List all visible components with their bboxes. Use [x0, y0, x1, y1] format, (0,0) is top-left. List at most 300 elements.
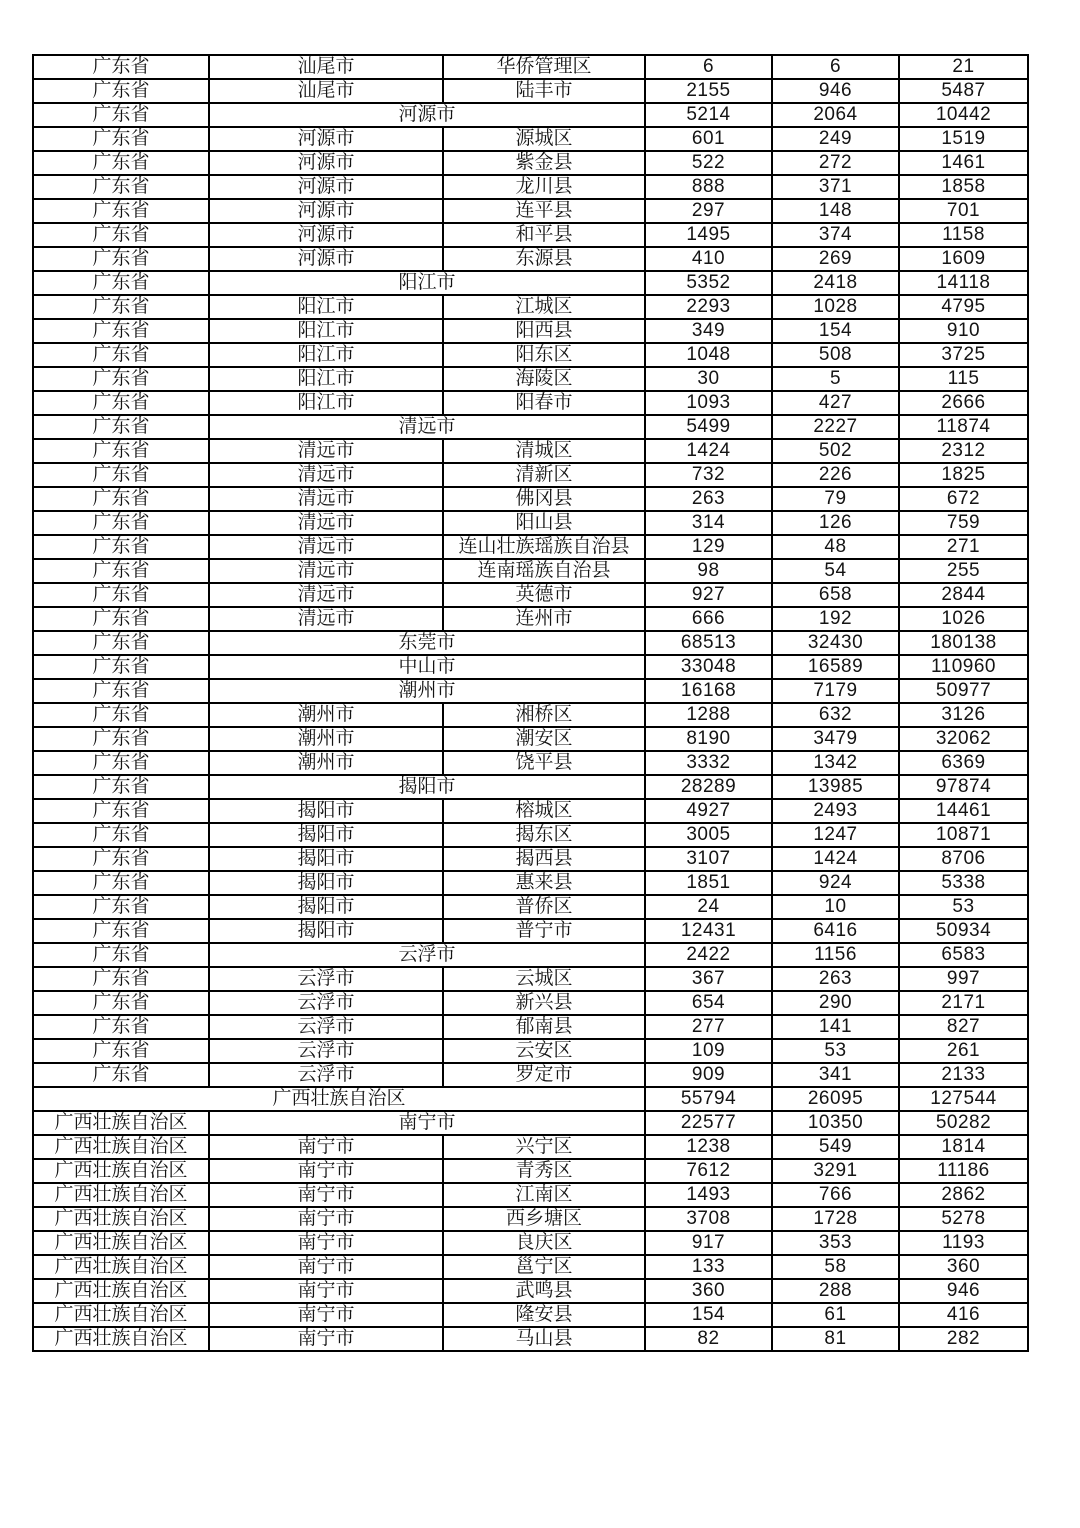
value-cell: 282	[899, 1327, 1028, 1351]
province-cell: 广东省	[33, 799, 209, 823]
district-cell: 清新区	[443, 463, 645, 487]
value-cell: 666	[645, 607, 772, 631]
city-cell: 潮州市	[209, 703, 443, 727]
value-cell: 909	[645, 1063, 772, 1087]
province-cell: 广东省	[33, 271, 209, 295]
value-cell: 32430	[772, 631, 899, 655]
city-cell: 南宁市	[209, 1231, 443, 1255]
city-cell: 南宁市	[209, 1207, 443, 1231]
value-cell: 341	[772, 1063, 899, 1087]
city-cell: 河源市	[209, 247, 443, 271]
table-row	[33, 127, 1028, 151]
value-cell: 701	[899, 199, 1028, 223]
table-row	[33, 943, 1028, 967]
province-cell: 广东省	[33, 775, 209, 799]
value-cell: 28289	[645, 775, 772, 799]
city-cell: 潮州市	[209, 751, 443, 775]
value-cell: 888	[645, 175, 772, 199]
value-cell: 2862	[899, 1183, 1028, 1207]
value-cell: 127544	[899, 1087, 1028, 1111]
table-row	[33, 415, 1028, 439]
value-cell: 3332	[645, 751, 772, 775]
city-cell: 揭阳市	[209, 847, 443, 871]
value-cell: 33048	[645, 655, 772, 679]
table-row	[33, 1303, 1028, 1327]
province-cell: 广西壮族自治区	[33, 1159, 209, 1183]
value-cell: 1858	[899, 175, 1028, 199]
city-cell: 阳江市	[209, 295, 443, 319]
district-cell: 湘桥区	[443, 703, 645, 727]
value-cell: 297	[645, 199, 772, 223]
value-cell: 2418	[772, 271, 899, 295]
value-cell: 12431	[645, 919, 772, 943]
value-cell: 2844	[899, 583, 1028, 607]
district-cell: 阳山县	[443, 511, 645, 535]
table-row	[33, 103, 1028, 127]
table-row	[33, 631, 1028, 655]
city-cell: 阳江市	[209, 391, 443, 415]
table-row	[33, 1327, 1028, 1351]
value-cell: 6369	[899, 751, 1028, 775]
city-cell: 揭阳市	[209, 871, 443, 895]
province-cell: 广东省	[33, 343, 209, 367]
value-cell: 5214	[645, 103, 772, 127]
value-cell: 154	[645, 1303, 772, 1327]
value-cell: 11874	[899, 415, 1028, 439]
value-cell: 1851	[645, 871, 772, 895]
value-cell: 16168	[645, 679, 772, 703]
province-cell: 广东省	[33, 751, 209, 775]
district-cell: 罗定市	[443, 1063, 645, 1087]
city-cell: 南宁市	[209, 1279, 443, 1303]
value-cell: 1158	[899, 223, 1028, 247]
province-cell: 广东省	[33, 559, 209, 583]
table-row	[33, 679, 1028, 703]
value-cell: 917	[645, 1231, 772, 1255]
value-cell: 2422	[645, 943, 772, 967]
value-cell: 97874	[899, 775, 1028, 799]
table-row	[33, 703, 1028, 727]
city-cell: 清远市	[209, 487, 443, 511]
city-summary-cell: 东莞市	[209, 631, 645, 655]
district-cell: 连州市	[443, 607, 645, 631]
table-row	[33, 1207, 1028, 1231]
value-cell: 5352	[645, 271, 772, 295]
value-cell: 13985	[772, 775, 899, 799]
value-cell: 98	[645, 559, 772, 583]
value-cell: 48	[772, 535, 899, 559]
value-cell: 1028	[772, 295, 899, 319]
value-cell: 1495	[645, 223, 772, 247]
table-row	[33, 271, 1028, 295]
value-cell: 263	[645, 487, 772, 511]
value-cell: 271	[899, 535, 1028, 559]
district-cell: 兴宁区	[443, 1135, 645, 1159]
value-cell: 50934	[899, 919, 1028, 943]
province-cell: 广西壮族自治区	[33, 1255, 209, 1279]
city-cell: 河源市	[209, 223, 443, 247]
table-row	[33, 511, 1028, 535]
value-cell: 2666	[899, 391, 1028, 415]
city-cell: 南宁市	[209, 1327, 443, 1351]
city-summary-cell: 清远市	[209, 415, 645, 439]
value-cell: 371	[772, 175, 899, 199]
value-cell: 5338	[899, 871, 1028, 895]
district-cell: 英德市	[443, 583, 645, 607]
value-cell: 1093	[645, 391, 772, 415]
district-cell: 源城区	[443, 127, 645, 151]
value-cell: 3708	[645, 1207, 772, 1231]
value-cell: 1048	[645, 343, 772, 367]
value-cell: 226	[772, 463, 899, 487]
table-row	[33, 1279, 1028, 1303]
value-cell: 2493	[772, 799, 899, 823]
city-cell: 揭阳市	[209, 799, 443, 823]
value-cell: 26095	[772, 1087, 899, 1111]
value-cell: 4795	[899, 295, 1028, 319]
value-cell: 314	[645, 511, 772, 535]
district-cell: 西乡塘区	[443, 1207, 645, 1231]
province-cell: 广东省	[33, 1039, 209, 1063]
value-cell: 11186	[899, 1159, 1028, 1183]
value-cell: 2133	[899, 1063, 1028, 1087]
city-cell: 南宁市	[209, 1303, 443, 1327]
value-cell: 522	[645, 151, 772, 175]
value-cell: 30	[645, 367, 772, 391]
city-cell: 揭阳市	[209, 895, 443, 919]
table-row	[33, 343, 1028, 367]
value-cell: 946	[772, 79, 899, 103]
province-cell: 广东省	[33, 151, 209, 175]
province-cell: 广西壮族自治区	[33, 1303, 209, 1327]
province-cell: 广东省	[33, 175, 209, 199]
province-cell: 广东省	[33, 223, 209, 247]
province-cell: 广东省	[33, 703, 209, 727]
value-cell: 3291	[772, 1159, 899, 1183]
value-cell: 759	[899, 511, 1028, 535]
value-cell: 6	[645, 55, 772, 79]
value-cell: 1342	[772, 751, 899, 775]
value-cell: 5278	[899, 1207, 1028, 1231]
table-row	[33, 775, 1028, 799]
table-body	[33, 55, 1028, 1351]
value-cell: 3107	[645, 847, 772, 871]
province-cell: 广东省	[33, 463, 209, 487]
district-cell: 阳东区	[443, 343, 645, 367]
city-summary-cell: 河源市	[209, 103, 645, 127]
table-row	[33, 223, 1028, 247]
table-row	[33, 319, 1028, 343]
value-cell: 32062	[899, 727, 1028, 751]
city-summary-cell: 潮州市	[209, 679, 645, 703]
city-cell: 河源市	[209, 199, 443, 223]
table-row	[33, 655, 1028, 679]
district-cell: 饶平县	[443, 751, 645, 775]
value-cell: 1424	[645, 439, 772, 463]
table-row	[33, 247, 1028, 271]
value-cell: 924	[772, 871, 899, 895]
value-cell: 360	[899, 1255, 1028, 1279]
district-cell: 江南区	[443, 1183, 645, 1207]
district-cell: 邕宁区	[443, 1255, 645, 1279]
value-cell: 508	[772, 343, 899, 367]
city-cell: 河源市	[209, 175, 443, 199]
value-cell: 53	[899, 895, 1028, 919]
province-cell: 广东省	[33, 247, 209, 271]
province-cell: 广东省	[33, 607, 209, 631]
province-cell: 广东省	[33, 943, 209, 967]
value-cell: 827	[899, 1015, 1028, 1039]
value-cell: 658	[772, 583, 899, 607]
province-cell: 广东省	[33, 895, 209, 919]
value-cell: 1728	[772, 1207, 899, 1231]
value-cell: 997	[899, 967, 1028, 991]
value-cell: 1609	[899, 247, 1028, 271]
value-cell: 148	[772, 199, 899, 223]
district-cell: 郁南县	[443, 1015, 645, 1039]
province-cell: 广东省	[33, 103, 209, 127]
value-cell: 1424	[772, 847, 899, 871]
value-cell: 10871	[899, 823, 1028, 847]
value-cell: 4927	[645, 799, 772, 823]
city-cell: 清远市	[209, 463, 443, 487]
table-row	[33, 1159, 1028, 1183]
city-cell: 清远市	[209, 535, 443, 559]
value-cell: 109	[645, 1039, 772, 1063]
province-cell: 广东省	[33, 391, 209, 415]
city-cell: 清远市	[209, 559, 443, 583]
table-row	[33, 895, 1028, 919]
value-cell: 154	[772, 319, 899, 343]
table-row	[33, 487, 1028, 511]
table-row	[33, 79, 1028, 103]
table-row	[33, 535, 1028, 559]
table-row	[33, 1183, 1028, 1207]
value-cell: 10442	[899, 103, 1028, 127]
table-row	[33, 799, 1028, 823]
city-cell: 汕尾市	[209, 79, 443, 103]
value-cell: 502	[772, 439, 899, 463]
province-cell: 广东省	[33, 199, 209, 223]
value-cell: 3479	[772, 727, 899, 751]
table-row	[33, 391, 1028, 415]
district-cell: 云安区	[443, 1039, 645, 1063]
value-cell: 1814	[899, 1135, 1028, 1159]
value-cell: 6583	[899, 943, 1028, 967]
district-cell: 榕城区	[443, 799, 645, 823]
value-cell: 1288	[645, 703, 772, 727]
value-cell: 2171	[899, 991, 1028, 1015]
value-cell: 2227	[772, 415, 899, 439]
value-cell: 24	[645, 895, 772, 919]
value-cell: 2293	[645, 295, 772, 319]
value-cell: 16589	[772, 655, 899, 679]
province-cell: 广西壮族自治区	[33, 1207, 209, 1231]
value-cell: 10350	[772, 1111, 899, 1135]
table-row	[33, 1015, 1028, 1039]
city-cell: 南宁市	[209, 1135, 443, 1159]
value-cell: 1247	[772, 823, 899, 847]
value-cell: 1461	[899, 151, 1028, 175]
province-cell: 广东省	[33, 415, 209, 439]
value-cell: 1193	[899, 1231, 1028, 1255]
value-cell: 7179	[772, 679, 899, 703]
value-cell: 349	[645, 319, 772, 343]
province-cell: 广东省	[33, 583, 209, 607]
city-cell: 云浮市	[209, 967, 443, 991]
value-cell: 367	[645, 967, 772, 991]
city-cell: 云浮市	[209, 1015, 443, 1039]
province-cell: 广东省	[33, 727, 209, 751]
value-cell: 58	[772, 1255, 899, 1279]
district-cell: 新兴县	[443, 991, 645, 1015]
value-cell: 3126	[899, 703, 1028, 727]
province-cell: 广东省	[33, 631, 209, 655]
table-row	[33, 1087, 1028, 1111]
value-cell: 360	[645, 1279, 772, 1303]
value-cell: 766	[772, 1183, 899, 1207]
value-cell: 21	[899, 55, 1028, 79]
value-cell: 1026	[899, 607, 1028, 631]
table-row	[33, 559, 1028, 583]
district-cell: 阳春市	[443, 391, 645, 415]
city-cell: 云浮市	[209, 1039, 443, 1063]
city-cell: 潮州市	[209, 727, 443, 751]
table-row	[33, 583, 1028, 607]
district-cell: 武鸣县	[443, 1279, 645, 1303]
value-cell: 126	[772, 511, 899, 535]
province-cell: 广西壮族自治区	[33, 1279, 209, 1303]
province-cell: 广西壮族自治区	[33, 1135, 209, 1159]
value-cell: 263	[772, 967, 899, 991]
district-cell: 揭西县	[443, 847, 645, 871]
value-cell: 288	[772, 1279, 899, 1303]
value-cell: 3005	[645, 823, 772, 847]
table-row	[33, 1135, 1028, 1159]
table-row	[33, 463, 1028, 487]
value-cell: 82	[645, 1327, 772, 1351]
city-summary-cell: 中山市	[209, 655, 645, 679]
value-cell: 55794	[645, 1087, 772, 1111]
district-cell: 华侨管理区	[443, 55, 645, 79]
city-cell: 南宁市	[209, 1255, 443, 1279]
value-cell: 1519	[899, 127, 1028, 151]
district-cell: 和平县	[443, 223, 645, 247]
table-row	[33, 607, 1028, 631]
district-cell: 江城区	[443, 295, 645, 319]
city-cell: 云浮市	[209, 991, 443, 1015]
value-cell: 946	[899, 1279, 1028, 1303]
value-cell: 255	[899, 559, 1028, 583]
city-cell: 清远市	[209, 607, 443, 631]
value-cell: 68513	[645, 631, 772, 655]
province-cell: 广东省	[33, 919, 209, 943]
city-cell: 揭阳市	[209, 823, 443, 847]
table-row	[33, 1063, 1028, 1087]
table-row	[33, 919, 1028, 943]
value-cell: 61	[772, 1303, 899, 1327]
value-cell: 53	[772, 1039, 899, 1063]
city-cell: 清远市	[209, 511, 443, 535]
value-cell: 2064	[772, 103, 899, 127]
value-cell: 1156	[772, 943, 899, 967]
district-cell: 青秀区	[443, 1159, 645, 1183]
province-cell: 广东省	[33, 295, 209, 319]
value-cell: 7612	[645, 1159, 772, 1183]
city-summary-cell: 南宁市	[209, 1111, 645, 1135]
province-cell: 广东省	[33, 679, 209, 703]
district-cell: 良庆区	[443, 1231, 645, 1255]
district-cell: 马山县	[443, 1327, 645, 1351]
city-cell: 清远市	[209, 583, 443, 607]
value-cell: 50282	[899, 1111, 1028, 1135]
province-cell: 广东省	[33, 1063, 209, 1087]
province-cell: 广东省	[33, 79, 209, 103]
value-cell: 50977	[899, 679, 1028, 703]
city-cell: 河源市	[209, 151, 443, 175]
district-cell: 连山壮族瑶族自治县	[443, 535, 645, 559]
district-cell: 海陵区	[443, 367, 645, 391]
city-cell: 阳江市	[209, 367, 443, 391]
value-cell: 54	[772, 559, 899, 583]
province-cell: 广东省	[33, 55, 209, 79]
province-cell: 广东省	[33, 847, 209, 871]
value-cell: 1493	[645, 1183, 772, 1207]
province-cell: 广东省	[33, 367, 209, 391]
value-cell: 549	[772, 1135, 899, 1159]
value-cell: 654	[645, 991, 772, 1015]
value-cell: 81	[772, 1327, 899, 1351]
value-cell: 272	[772, 151, 899, 175]
value-cell: 129	[645, 535, 772, 559]
district-cell: 惠来县	[443, 871, 645, 895]
table-row	[33, 151, 1028, 175]
table-row	[33, 967, 1028, 991]
city-cell: 南宁市	[209, 1183, 443, 1207]
table-row	[33, 55, 1028, 79]
city-cell: 汕尾市	[209, 55, 443, 79]
table-row	[33, 727, 1028, 751]
table-row	[33, 199, 1028, 223]
province-cell: 广东省	[33, 1015, 209, 1039]
province-cell: 广东省	[33, 823, 209, 847]
province-cell: 广东省	[33, 487, 209, 511]
value-cell: 910	[899, 319, 1028, 343]
district-cell: 东源县	[443, 247, 645, 271]
table-row	[33, 1039, 1028, 1063]
district-cell: 阳西县	[443, 319, 645, 343]
city-cell: 河源市	[209, 127, 443, 151]
province-cell: 广西壮族自治区	[33, 1183, 209, 1207]
value-cell: 141	[772, 1015, 899, 1039]
city-cell: 阳江市	[209, 319, 443, 343]
value-cell: 672	[899, 487, 1028, 511]
table-row	[33, 823, 1028, 847]
value-cell: 6416	[772, 919, 899, 943]
province-cell: 广东省	[33, 991, 209, 1015]
district-cell: 清城区	[443, 439, 645, 463]
district-cell: 云城区	[443, 967, 645, 991]
province-cell: 广西壮族自治区	[33, 1231, 209, 1255]
table-row	[33, 175, 1028, 199]
province-cell: 广东省	[33, 319, 209, 343]
value-cell: 353	[772, 1231, 899, 1255]
city-cell: 清远市	[209, 439, 443, 463]
city-cell: 揭阳市	[209, 919, 443, 943]
value-cell: 6	[772, 55, 899, 79]
table-row	[33, 847, 1028, 871]
city-summary-cell: 云浮市	[209, 943, 645, 967]
